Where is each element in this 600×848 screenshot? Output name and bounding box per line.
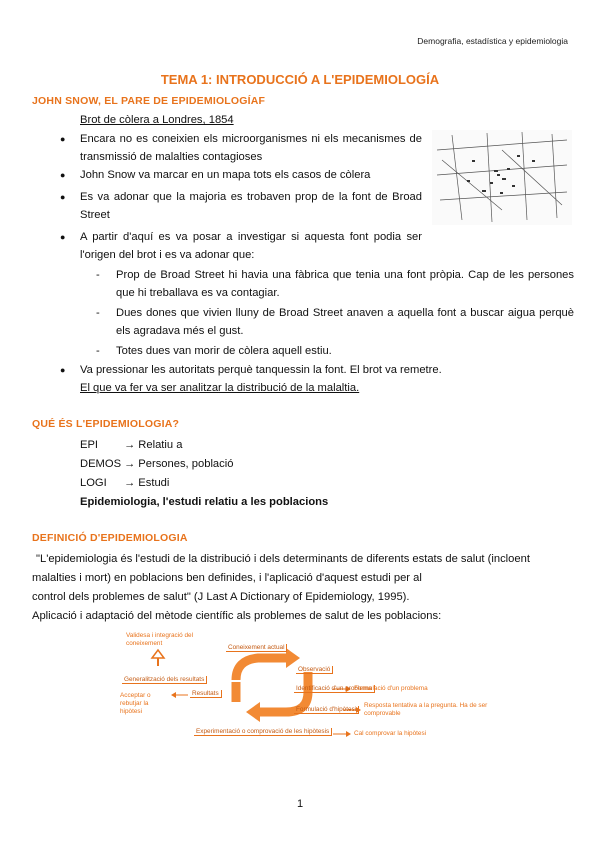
quote-line: malalties i mort) en poblacions ben definides, i l'aplicació d'aquest estudi per al [32,572,422,584]
experiment-box: Experimentació o comprovació de les hipòtesis [194,728,332,736]
problem-formulation-label: Formulació d'un problema [354,685,428,692]
section-que-es: QUÉ ÉS L'EPIDEMIOLOGIA? [32,418,180,430]
dash-marker: - [96,307,100,319]
bullet-text: John Snow va marcar en un mapa tots els casos de còlera [80,169,371,181]
results-box: Resultats [190,690,222,698]
hypothesis-note: Resposta tentativa a la pregunta. Ha de ser comprovable [364,702,488,717]
list-item [60,361,480,379]
list-item [60,228,422,264]
list-item [96,342,574,360]
observation-box: Observació [296,666,333,674]
conclusion: El que va fer va ser analitzar la distribució de la malaltia. [80,382,360,394]
validity-label: Validesa i integració del coneixement [126,632,194,647]
bullet-text: Encara no es coneixien els microorganismes ni els mecanismes de transmissió de malalties contagioses [80,133,422,163]
hypothesis-box: Formulació d'hipòtesi [294,706,359,714]
generalization-box: Generalització dels resultats [122,676,207,684]
bullet-icon: ● [60,192,66,202]
term-epi: EPI [80,439,99,451]
meaning-logi: → Estudi [124,477,170,489]
dash-marker: - [96,345,100,357]
cholera-map-image [432,130,572,225]
quote-line: "L'epidemiologia és l'estudi de la distribució i dels determinants de diferents estats de salut (incloent [36,553,530,565]
bullet-icon: ● [60,134,66,144]
section-john-snow: JOHN SNOW, EL PARE DE EPIDEMIOLOGÍAF [32,95,266,107]
summary: Epidemiologia, l'estudi relatiu a les poblacions [80,496,329,508]
header-note: Demografia, estadística y epidemiologia [417,36,568,46]
bullet-icon: ● [60,232,66,242]
subpoint-text: Totes dues van morir de còlera aquell estiu. [116,345,332,357]
application-text: Aplicació i adaptació del mètode científic als problemes de salut de les poblacions: [32,610,442,622]
bullet-text: Va pressionar les autoritats perquè tanquessin la font. El brot va remetre. [80,364,442,376]
subtitle-cholera: Brot de còlera a Londres, 1854 [80,114,234,126]
bullet-text: A partir d'aquí es va posar a investigar si aquesta font podia ser l'origen del brot i es va adonar que: [80,231,422,261]
accept-reject-label: Acceptar o rebutjar la hipòtesi [120,692,151,715]
meaning-demos: → Persones, població [124,458,234,470]
quote-line: control dels problemes de salut" (J Last A Dictionary of Epidemiology, 1995). [32,591,410,603]
list-item [60,130,422,166]
list-item [96,304,574,340]
list-item [60,166,422,184]
meaning-epi: → Relatiu a [124,439,183,451]
bullet-text: Es va adonar que la majoria es trobaven prop de la font de Broad Street [80,191,422,221]
bullet-icon: ● [60,365,66,375]
list-item [96,266,574,302]
term-logi: LOGI [80,477,107,489]
subpoint-text: Dues dones que vivien lluny de Broad Street anaven a aquella font a buscar aigua perquè els agradava més el gust. [116,307,574,337]
identify-problem-box: Identificació d'un problema [294,685,375,693]
term-demos: DEMOS [80,458,122,470]
bullet-icon: ● [60,170,66,180]
scientific-method-diagram [118,630,498,750]
section-definicio: DEFINICIÓ D'EPIDEMIOLOGIA [32,532,188,544]
subpoint-text: Prop de Broad Street hi havia una fàbrica que tenia una font pròpia. Cap de les persones que hi treballava es va contagiar. [116,269,574,299]
page-title: TEMA 1: INTRODUCCIÓ A L'EPIDEMIOLOGÍA [160,72,440,87]
list-item [60,188,422,224]
dash-marker: - [96,269,100,281]
knowledge-box: Coneixement actual [226,644,287,652]
page-number: 1 [296,798,304,810]
test-note: Cal comprovar la hipòtesi [354,730,427,737]
